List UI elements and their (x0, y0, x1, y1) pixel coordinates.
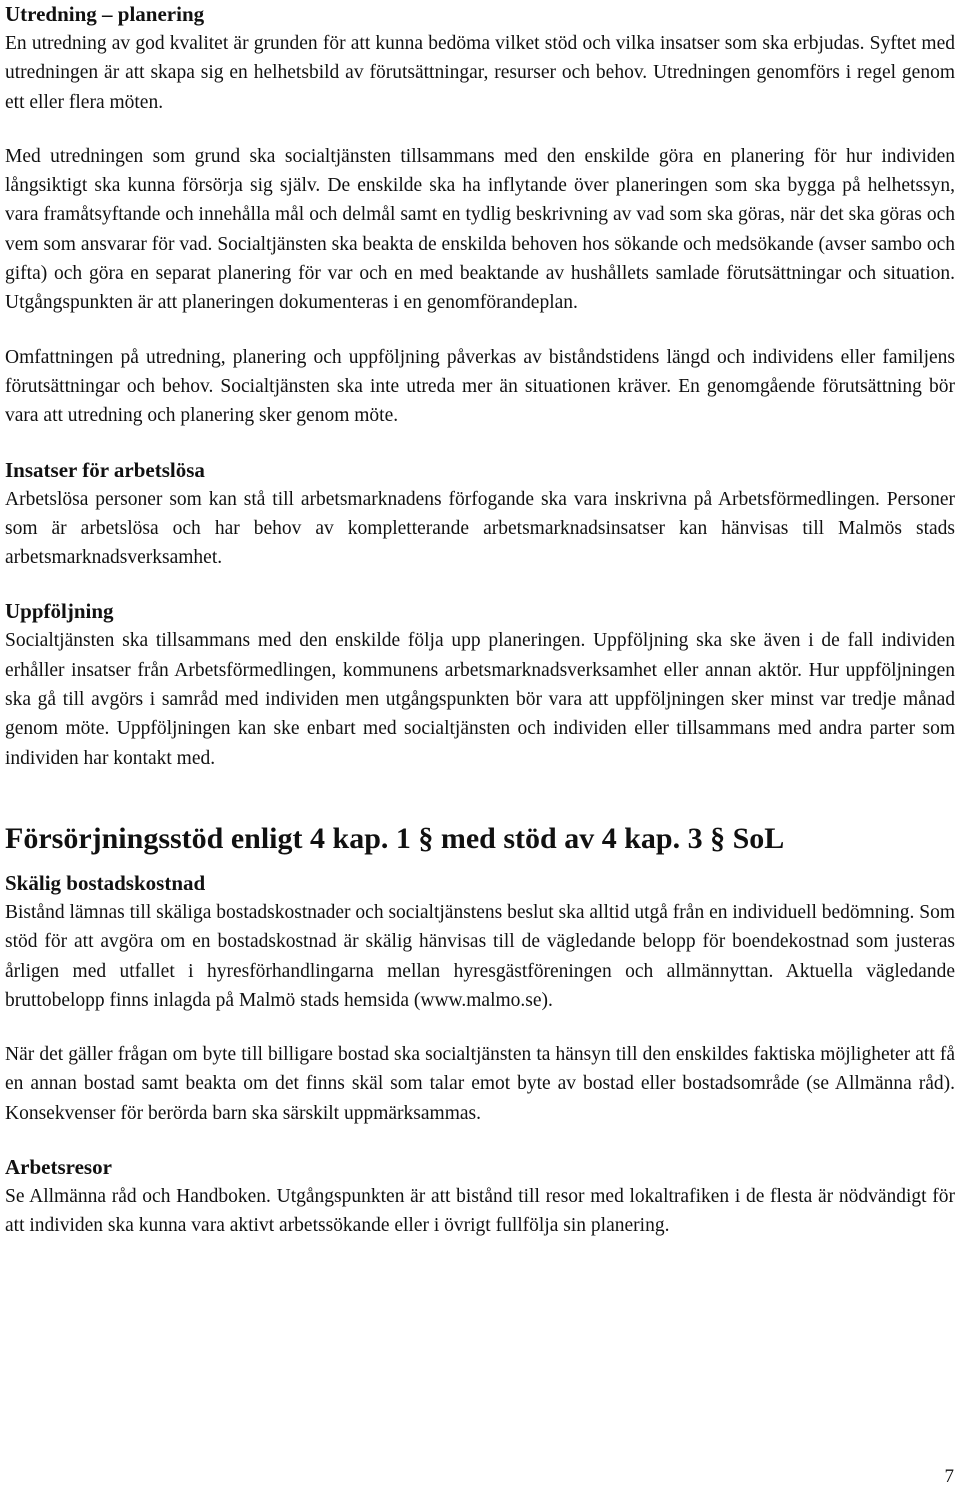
heading-skalig-bostadskostnad: Skälig bostadskostnad (5, 870, 206, 895)
paragraph-bostad-1: Bistånd lämnas till skäliga bostadskostnader och socialtjänstens beslut ska alltid utgå från en individuell bedömning. Som stöd för att avgöra om en bostadskostnad är skälig hänvisas till de vägledande belopp för boendekostnad som justeras årligen med utfallet i hyresförhandlingarna mellan hyresgästföreningen och allmännyttan. Aktuella vägledande bruttobelopp finns inlagda på Malmö stads hemsida (www.malmo.se). (5, 901, 955, 1011)
paragraph-utredning-2: Med utredningen som grund ska socialtjänsten tillsammans med den enskilde göra en planering för hur individen långsiktigt ska kunna försörja sig själv. De enskilde ska ha inflytande över planeringen som ska bygga på helhetssyn, vara framåtsyftande och innehålla mål och delmål samt en tydlig beskrivning av vad som ska göras, när det ska göras och vem som ansvarar för vad. Socialtjänsten ska beakta de enskilda behoven hos sökande och medsökande (avser sambo och gifta) och göra en separat planering för var och en med beaktande av hushållets samlade förutsättningar och situation. Utgångspunkten är att planeringen dokumenteras i en genomförandeplan. (5, 145, 955, 314)
paragraph-arbetsresor-1: Se Allmänna råd och Handboken. Utgångspunkten är att bistånd till resor med lokaltrafiken i de flesta är nödvändigt för att individen ska kunna vara aktivt arbetssökande eller i övrigt fullfölja sin planering. (5, 1186, 955, 1237)
heading-utredning: Utredning – planering (5, 2, 205, 26)
paragraph-uppfoljning-1: Socialtjänsten ska tillsammans med den enskilde följa upp planeringen. Uppföljning ska ske även i de fall individen erhåller insatser från Arbetsförmedlingen, kommunens arbetsmarknadsverksamhet eller annan aktör. Hur uppföljningen ska gå till avgörs i samråd med individen men utgångspunkten bör vara att uppföljningen sker minst var tredje månad genom möte. Uppföljningen kan ske enbart med socialtjänsten och individen eller tillsammans med andra parter som individen har kontakt med. (5, 630, 955, 769)
heading-uppfoljning: Uppföljning (5, 599, 114, 624)
paragraph-bostad-2: När det gäller frågan om byte till billigare bostad ska socialtjänsten ta hänsyn till den enskildes faktiska möjligheter att få en annan bostad samt beakta om det finns skäl som talar emot byte av bostad eller bostadsområde (se Allmänna råd). Konsekvenser för berörda barn ska särskilt uppmärksammas. (5, 1044, 955, 1124)
document-page (5, 0, 955, 1241)
heading-arbetsresor: Arbetsresor (5, 1155, 112, 1180)
paragraph-utredning-1: En utredning av god kvalitet är grunden för att kunna bedöma vilket stöd och vilka insatser som ska erbjudas. Syftet med utredningen är att skapa sig en helhetsbild av förutsättningar, resurser och behov. Utredningen genomförs i regel genom ett eller flera möten. (5, 33, 955, 113)
paragraph-utredning-3: Omfattningen på utredning, planering och uppföljning påverkas av biståndstidens längd och individens eller familjens förutsättningar och behov. Socialtjänsten ska inte utreda mer än situationen kräver. En genomgående förutsättning bör vara att utredning och planering sker genom möte. (5, 346, 955, 427)
heading-insatser: Insatser för arbetslösa (5, 457, 205, 482)
paragraph-insatser-1: Arbetslösa personer som kan stå till arbetsmarknadens förfogande ska vara inskrivna på Arbetsförmedlingen. Personer som är arbetslösa och har behov av kompletterande arbetsmarknadsinsatser kan hänvisas till Malmös stads arbetsmarknadsverksamhet. (5, 488, 955, 569)
heading-forsorjningsstod: Försörjningsstöd enligt 4 kap. 1 § med stöd av 4 kap. 3 § SoL (5, 821, 785, 855)
page-number: 7 (944, 1466, 954, 1487)
